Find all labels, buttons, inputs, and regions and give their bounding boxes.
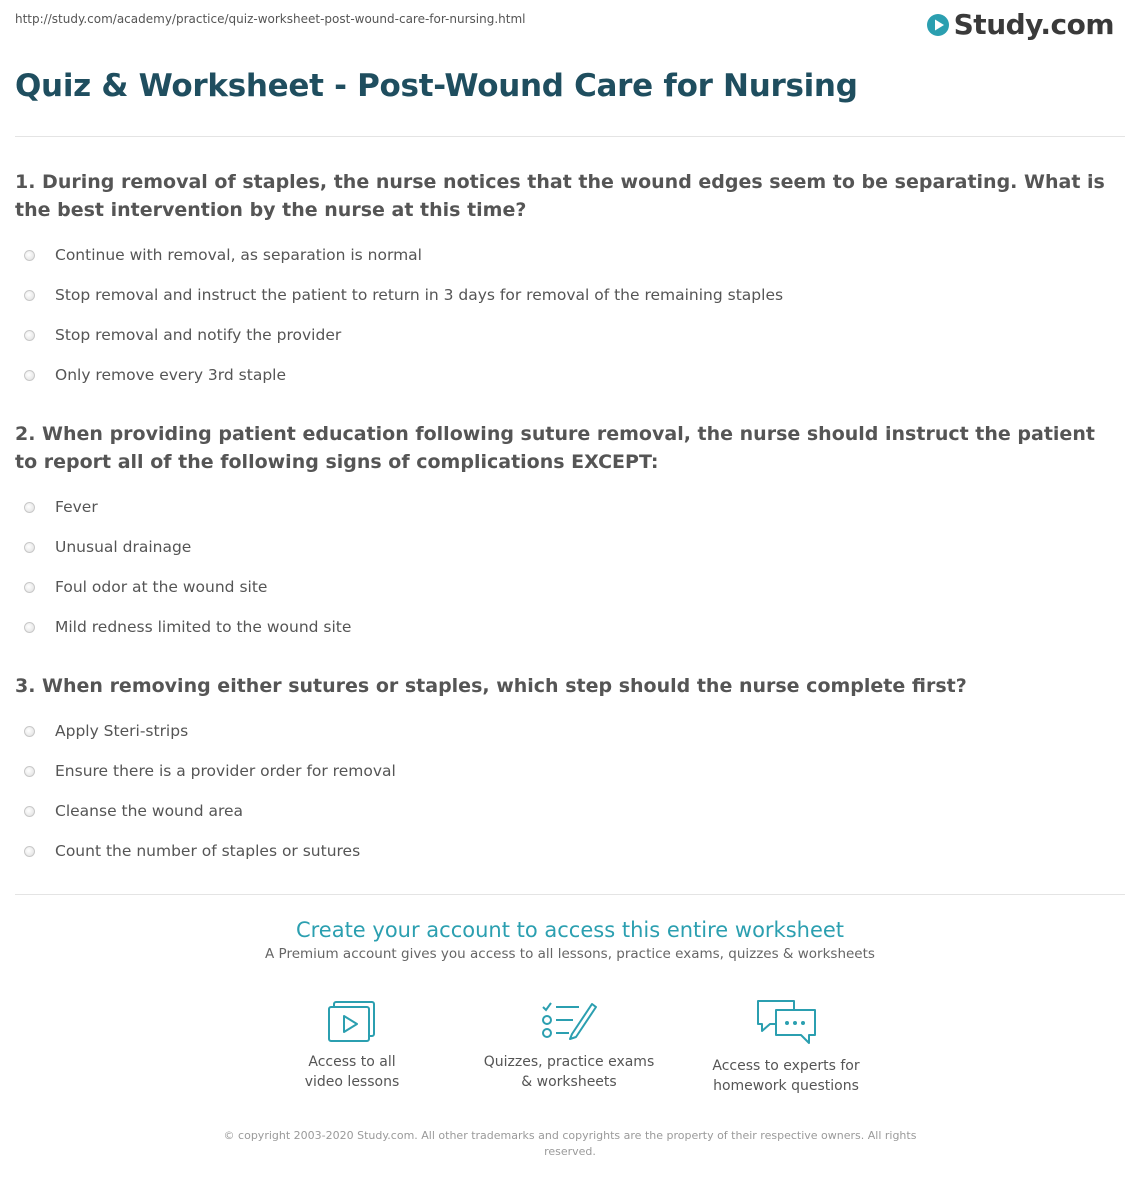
answer-options: [15, 711, 1115, 871]
answer-label: Unusual drainage: [55, 538, 192, 556]
radio-button[interactable]: [24, 766, 35, 777]
answer-label: Fever: [55, 498, 98, 516]
content-divider: [15, 894, 1125, 895]
answer-option[interactable]: [15, 527, 1115, 567]
answer-label: Ensure there is a provider order for removal: [55, 762, 396, 780]
answer-label: Count the number of staples or sutures: [55, 842, 361, 860]
answer-option[interactable]: [15, 315, 1115, 355]
premium-features: [0, 998, 1140, 1108]
feature-label: [252, 1052, 452, 1092]
radio-button[interactable]: [24, 622, 35, 633]
answer-label: Apply Steri-strips: [55, 722, 189, 740]
header-divider: [15, 136, 1125, 137]
answer-label: Only remove every 3rd staple: [55, 366, 286, 384]
play-logo-icon: [926, 13, 950, 37]
create-account-link[interactable]: Create your account to access this entire worksheet: [295, 918, 845, 942]
radio-button[interactable]: [24, 250, 35, 261]
feature-label: [686, 1056, 886, 1096]
answer-label: Stop removal and notify the provider: [55, 326, 342, 344]
feature-label-line: & worksheets: [521, 1074, 617, 1090]
question-1: [15, 168, 1115, 395]
answer-label: Mild redness limited to the wound site: [55, 618, 352, 636]
question-text: 3. When removing either sutures or staples, which step should the nurse complete first?: [15, 675, 967, 697]
answer-option[interactable]: [15, 711, 1115, 751]
page-title: Quiz & Worksheet - Post-Wound Care for Nursing: [15, 68, 858, 104]
question-text: 1. During removal of staples, the nurse notices that the wound edges seem to be separating. What is the best intervention by the nurse at this time?: [15, 171, 1105, 221]
answer-label: Cleanse the wound area: [55, 802, 244, 820]
radio-button[interactable]: [24, 806, 35, 817]
page-url: http://study.com/academy/practice/quiz-worksheet-post-wound-care-for-nursing.html: [15, 12, 526, 26]
answer-option[interactable]: [15, 487, 1115, 527]
answer-option[interactable]: [15, 567, 1115, 607]
answer-option[interactable]: [15, 607, 1115, 647]
feature-label: [469, 1052, 669, 1092]
radio-button[interactable]: [24, 542, 35, 553]
copyright-footer: [200, 1128, 940, 1160]
feature-label-line: Access to all: [308, 1054, 396, 1070]
copyright-line: © copyright 2003-2020 Study.com. All other trademarks and copyrights are the property of their respective owners. All rights: [223, 1129, 917, 1142]
radio-button[interactable]: [24, 846, 35, 857]
radio-button[interactable]: [24, 370, 35, 381]
answer-options: [15, 487, 1115, 647]
video-lessons-icon: [326, 998, 378, 1044]
answer-label: Stop removal and instruct the patient to return in 3 days for removal of the remaining staples: [55, 286, 784, 304]
logo-text: Study.com: [953, 8, 1114, 41]
answer-label: Foul odor at the wound site: [55, 578, 268, 596]
answer-option[interactable]: [15, 355, 1115, 395]
radio-button[interactable]: [24, 582, 35, 593]
question-2: [15, 420, 1115, 647]
radio-button[interactable]: [24, 726, 35, 737]
answer-option[interactable]: [15, 791, 1115, 831]
answer-label: Continue with removal, as separation is normal: [55, 246, 422, 264]
feature-label-line: Access to experts for: [712, 1058, 860, 1074]
copyright-line: reserved.: [544, 1145, 596, 1158]
answer-option[interactable]: [15, 235, 1115, 275]
answer-option[interactable]: [15, 751, 1115, 791]
study-logo[interactable]: [926, 8, 1114, 41]
feature-label-line: video lessons: [304, 1074, 400, 1090]
feature-label-line: Quizzes, practice exams: [483, 1054, 655, 1070]
question-3: [15, 672, 1115, 871]
radio-button[interactable]: [24, 290, 35, 301]
signup-cta: [0, 918, 1140, 962]
radio-button[interactable]: [24, 502, 35, 513]
answer-options: [15, 235, 1115, 395]
quiz-checklist-icon: [539, 998, 599, 1044]
feature-video-lessons: [252, 998, 452, 1092]
chat-bubbles-icon: [754, 998, 818, 1048]
feature-label-line: homework questions: [713, 1078, 859, 1094]
feature-experts: [686, 998, 886, 1096]
cta-subtitle: A Premium account gives you access to all lessons, practice exams, quizzes & worksheets: [265, 946, 875, 962]
radio-button[interactable]: [24, 330, 35, 341]
answer-option[interactable]: [15, 831, 1115, 871]
question-text: 2. When providing patient education following suture removal, the nurse should instruct the patient to report all of the following signs of complications EXCEPT:: [15, 423, 1095, 473]
feature-quizzes: [469, 998, 669, 1092]
answer-option[interactable]: [15, 275, 1115, 315]
